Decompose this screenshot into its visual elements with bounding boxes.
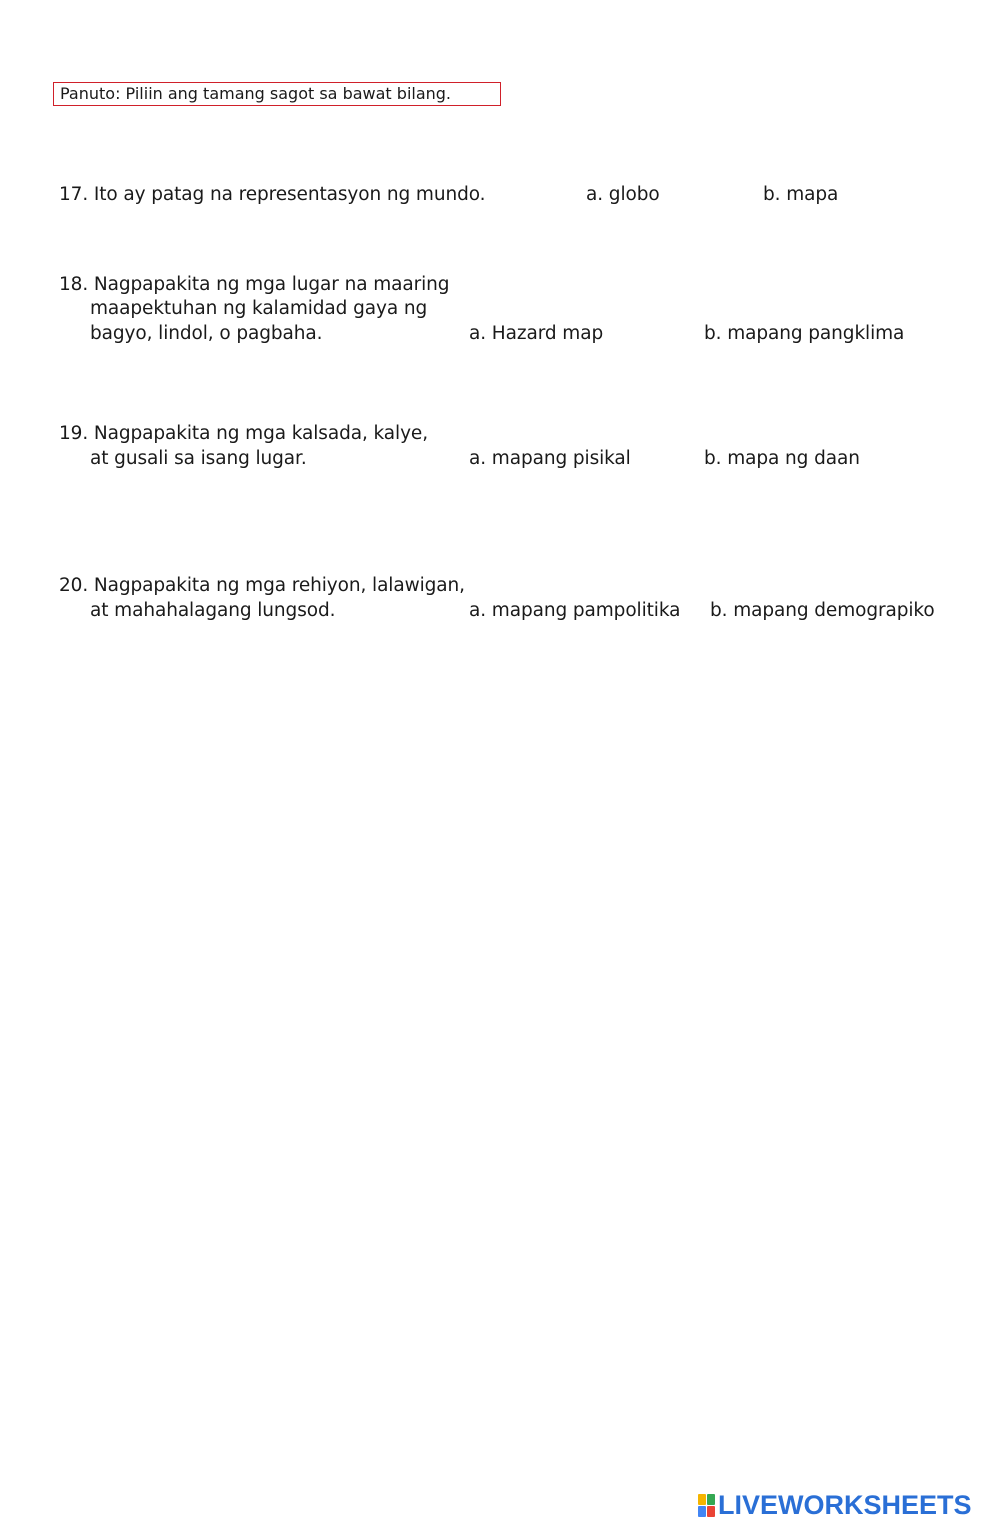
question-18-line-2: maapektuhan ng kalamidad gaya ng	[90, 298, 428, 319]
liveworksheets-brand	[698, 1490, 972, 1520]
instruction-box	[53, 82, 501, 106]
question-19-choice-b[interactable]: b. mapa ng daan	[704, 448, 860, 469]
logo-tile-3	[698, 1506, 706, 1517]
question-20-line-1: 20. Nagpapakita ng mga rehiyon, lalawigan,	[59, 575, 465, 596]
logo-tile-2	[707, 1494, 715, 1505]
question-19-choice-a[interactable]: a. mapang pisikal	[469, 448, 631, 469]
instruction-text: Panuto: Piliin ang tamang sagot sa bawat bilang.	[60, 84, 452, 103]
logo-tile-4	[707, 1506, 715, 1517]
question-19-line-1: 19. Nagpapakita ng mga kalsada, kalye,	[59, 423, 428, 444]
question-20-choice-a[interactable]: a. mapang pampolitika	[469, 600, 681, 621]
question-17-choice-a[interactable]: a. globo	[586, 184, 660, 205]
question-20-choice-b[interactable]: b. mapang demograpiko	[710, 600, 935, 621]
question-19-line-2: at gusali sa isang lugar.	[90, 448, 307, 469]
question-18-line-3: bagyo, lindol, o pagbaha.	[90, 323, 323, 344]
question-18-choice-a[interactable]: a. Hazard map	[469, 323, 604, 344]
question-17-choice-b[interactable]: b. mapa	[763, 184, 839, 205]
question-17-line-1: 17. Ito ay patag na representasyon ng mundo.	[59, 184, 486, 205]
question-20-line-2: at mahahalagang lungsod.	[90, 600, 336, 621]
logo-tile-1	[698, 1494, 706, 1505]
question-18-line-1: 18. Nagpapakita ng mga lugar na maaring	[59, 274, 450, 295]
brand-name: LIVEWORKSHEETS	[718, 1489, 972, 1520]
liveworksheets-logo-icon	[698, 1494, 715, 1517]
question-18-choice-b[interactable]: b. mapang pangklima	[704, 323, 905, 344]
